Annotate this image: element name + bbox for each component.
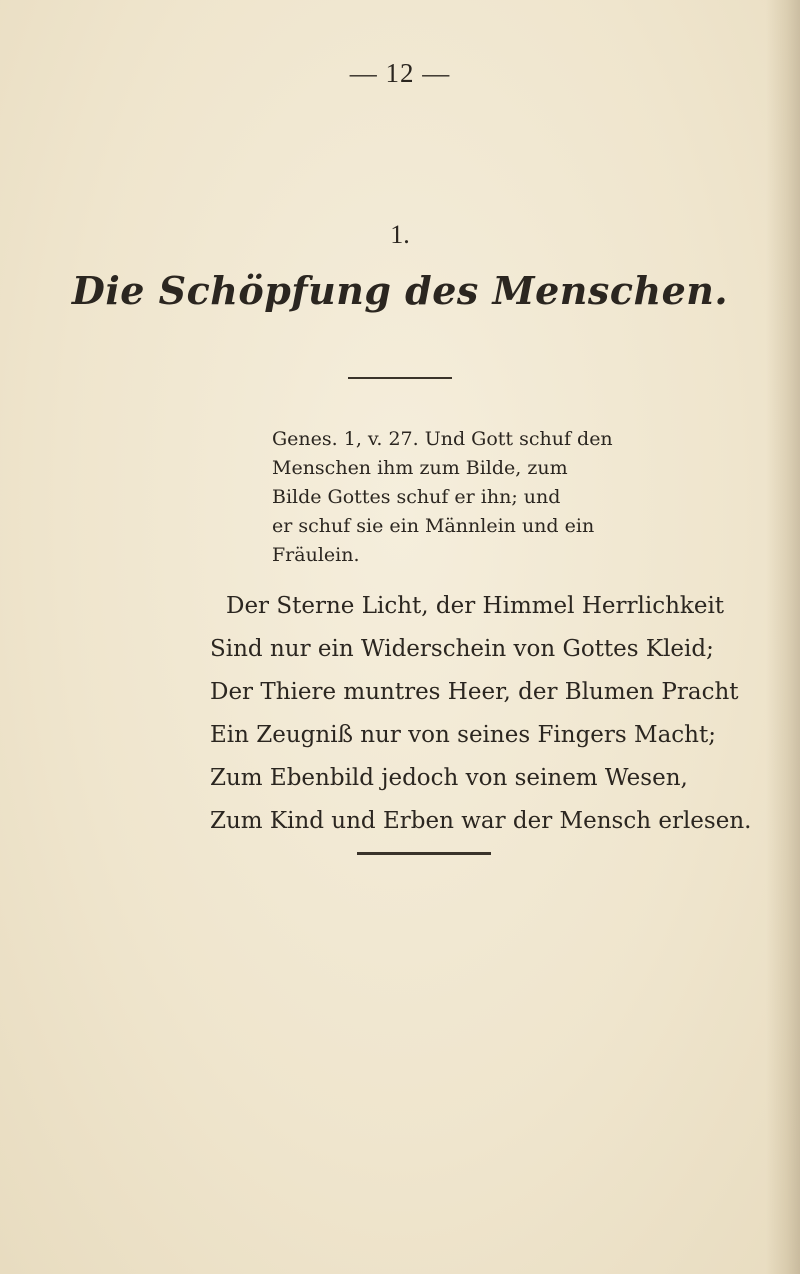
poem-line: Sind nur ein Widerschein von Gottes Kleid; [210,636,714,662]
poem-line: Der Thiere muntres Heer, der Blumen Pracht [210,679,739,705]
end-divider [357,852,491,855]
poem-line: Zum Ebenbild jedoch von seinem Wesen, [210,765,688,791]
poem-stanza [210,585,770,843]
poem-line: Zum Kind und Erben war der Mensch erlesen. [210,808,752,834]
page-edge-shadow [766,0,800,1274]
poem-line: Der Sterne Licht, der Himmel Herrlichkeit [226,593,725,619]
motto-line: er schuf sie ein Männlein und ein [272,515,595,537]
poem-line: Ein Zeugniß nur von seines Fingers Macht; [210,722,716,748]
page-title: Die Schöpfung des Menschen. [71,268,729,313]
scripture-motto [272,425,613,570]
motto-line: Genes. 1, v. 27. Und Gott schuf den [272,428,613,450]
title-divider [348,377,452,379]
motto-line: Menschen ihm zum Bilde, zum [272,457,568,479]
motto-line: Bilde Gottes schuf er ihn; und [272,486,561,508]
motto-line: Fräulein. [272,544,360,566]
section-number: 1. [390,220,410,249]
page-number: — 12 — [349,58,451,88]
